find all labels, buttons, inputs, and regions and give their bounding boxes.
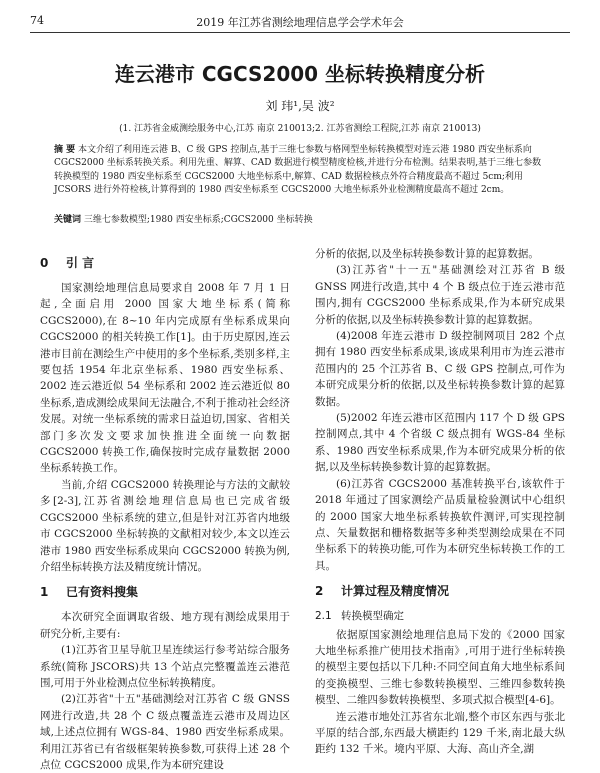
- section-heading-introduction: [40, 254, 290, 272]
- subsection-heading-model: [315, 608, 565, 624]
- paper-title: 连云港市 CGCS2000 坐标转换精度分析: [114, 62, 486, 86]
- paragraph: (1)江苏省卫星导航卫星连续运行参考站综合服务系统(简称 JSCORS)共 13 个站点完整覆盖连云港范围,可用于外业检测点位坐标转换精度。: [40, 644, 290, 689]
- paragraph: 本次研究全面调取省级、地方现有测绘成果用于研究分析,主要有:: [40, 611, 290, 640]
- paragraph: 连云港市地处江苏省东北端,整个市区东西与张北平原的结合部,东西最大横距约 129 千米,南北最大纵距约 132 千米。境内平原、大海、高山齐全,湖: [315, 710, 565, 756]
- section-title: 引 言: [66, 256, 95, 270]
- keywords-text: 三维七参数模型;1980 西安坐标系;CGCS2000 坐标转换: [83, 215, 313, 225]
- paragraph: (3)江苏省"十一五"基础测绘对江苏省 B 级 GNSS 网进行改造,其中 4 个 B 级点位于连云港市范围内,拥有 CGCS2000 坐标系成果,作为本研究成果分析的依据,以及坐标转换参数计算的起算数据。: [315, 264, 565, 326]
- paragraph: (6)江苏省 CGCS2000 基准转换平台,该软件于 2018 年通过了国家测绘产品质量检验测试中心组织的 2000 国家大地坐标系转换软件测评,可实现控制点、矢量数据和栅格数据等多种类型测绘成果在不同坐标系下的转换功能,可作为本研究坐标转换工作的工具。: [315, 477, 565, 572]
- paragraph: 分析的依据,以及坐标转换参数计算的起算数据。: [315, 248, 539, 260]
- abstract-text: 本文介绍了利用连云港 B、C 级 GPS 控制点,基于三维七参数与格网型坐标转换模型对连云港 1980 西安坐标系向 CGCS2000 坐标系转换关系。利用先重、解算、CAD 数据进行模型精度检核,并进行分布检测。结果表明,基于三维七参数转换模型的 1980 西安坐标系至 CGCS2000 大地坐标系中,解算、CAD 数据检核点外符合精度最高不超过 5cm;利用 JCSORS 进行外符检核,计算得到的 1980 西安坐标系至 CGCS2000 大地坐标系外业检测精度最高不超过 2cm。: [54, 145, 542, 196]
- keywords-label: 关键词: [54, 215, 82, 225]
- section-heading-computation: [315, 582, 565, 600]
- section-title: 已有资料搜集: [66, 585, 139, 600]
- journal-title: 2019 年江苏省测绘地理信息学会学术年会: [196, 16, 404, 29]
- paragraph: 依据原国家测绘地理信息局下发的《2000 国家大地坐标系推广使用技术指南》,可用于进行坐标转换的模型主要包括以下几种:不同空间直角大地坐标系间的变换模型、三维七参数转换模型、三维四参数转换模型、二维四参数转换模型、多项式拟合模型[4-6]。: [315, 628, 565, 707]
- section-number: 2: [315, 584, 324, 599]
- section-title: 计算过程及精度情况: [341, 584, 450, 599]
- abstract: [54, 144, 550, 198]
- paragraph: (2)江苏省"十五"基础测绘对江苏省 C 级 GNSS 网进行改造,共 28 个 C 级点覆盖连云港市及周边区域,上述点位拥有 WGS-84、1980 西安坐标系成果。利用江苏省已有省级框架转换参数,可获得上述 28 个点位 CGCS2000 成果,作为本研究建设: [40, 693, 290, 771]
- subsection-number: 2.1: [315, 610, 332, 623]
- section-number: 1: [40, 585, 49, 600]
- keywords: [54, 212, 550, 225]
- paper-affiliation: (1. 江苏省金威测绘服务中心,江苏 南京 210013;2. 江苏省测绘工程院,江苏 南京 210013): [119, 124, 481, 134]
- section-heading-data-collection: [40, 583, 290, 601]
- paragraph: 国家测绘地理信息局要求自 2008 年 7 月 1 日起,全面启用 2000 国家大地坐标系(简称 CGCS2000),在 8~10 年内完成原有坐标系成果向 CGCS2000 的相关转换工作[1]。由于历史原因,连云港市目前在测绘生产中使用的多个坐标系,类别多样,主要包括 1954 年北京坐标系、1980 西安坐标系、2002 连云港近似 54 坐标系和 2002 连云港近似 80 坐标系,造成测绘成果间无法融合,不利于推动社会经济发展。对统一坐标系统的需求日益迫切,国家、省相关部门多次发文要求加快推进全面统一向数据 CGCS2000 转换工作,确保按时完成存量数据 2000 坐标系转换工作。: [40, 282, 290, 475]
- left-column: [40, 246, 290, 771]
- right-column: [315, 246, 565, 756]
- page-number: 74: [30, 14, 44, 27]
- paragraph: (5)2002 年连云港市区范围内 117 个 D 级 GPS 控制网点,其中 4 个省级 C 级点拥有 WGS-84 坐标系、1980 西安坐标系成果,作为本研究成果分析的依据,以及坐标转换参数计算的起算数据。: [315, 412, 565, 474]
- subsection-title: 转换模型确定: [341, 610, 404, 623]
- section-number: 0: [40, 256, 49, 270]
- header-rule: [30, 32, 570, 33]
- abstract-label: 摘 要: [54, 145, 76, 155]
- paper-authors: 刘 玮¹,吴 波²: [265, 99, 335, 113]
- running-header: [30, 14, 570, 30]
- paragraph: 当前,介绍 CGCS2000 转换理论与方法的文献较多[2-3],江苏省测绘地理信息局也已完成省级 CGCS2000 坐标系统的建立,但是针对江苏省内地级市 CGCS2000 坐标转换的文献相对较少,本文以连云港市 1980 西安坐标系成果向 CGCS2000 转换为例,介绍坐标转换方法及精度统计情况。: [40, 478, 290, 573]
- paragraph: (4)2008 年连云港市 D 级控制网项目 282 个点拥有 1980 西安坐标系成果,该成果利用市为连云港市范围内的 25 个江苏省 B、C 级 GPS 控制点,可作为本研究成果分析的依据,以及坐标转换参数计算的起算数据。: [315, 330, 565, 408]
